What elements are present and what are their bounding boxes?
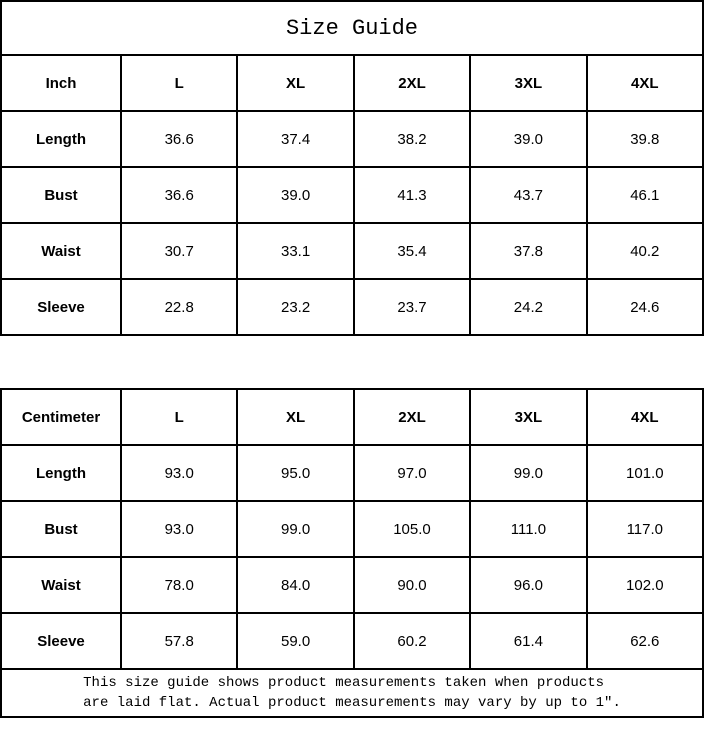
row-label-sleeve: Sleeve [2, 612, 120, 668]
measurement-cell: 41.3 [353, 166, 469, 222]
measurement-cell: 30.7 [120, 222, 236, 278]
column-header-4xl: 4XL [586, 56, 702, 110]
row-label-waist: Waist [2, 222, 120, 278]
measurement-cell: 39.8 [586, 110, 702, 166]
measurement-cell: 78.0 [120, 556, 236, 612]
unit-header-centimeter: Centimeter [21, 408, 101, 426]
measurement-cell: 23.7 [353, 278, 469, 334]
measurement-cell: 23.2 [236, 278, 352, 334]
measurement-cell: 40.2 [586, 222, 702, 278]
measurement-cell: 39.0 [469, 110, 585, 166]
measurement-cell: 105.0 [353, 500, 469, 556]
footnote-line-1: This size guide shows product measurements taken when products [83, 675, 605, 691]
measurement-cell: 99.0 [469, 444, 585, 500]
measurement-cell: 90.0 [353, 556, 469, 612]
footnote-line-2: are laid flat. Actual product measurements may vary by up to 1″. [83, 695, 621, 711]
footnote-box [0, 668, 704, 718]
row-label-length: Length [2, 110, 120, 166]
measurement-cell: 97.0 [353, 444, 469, 500]
inch-table [0, 54, 704, 336]
measurement-cell: 57.8 [120, 612, 236, 668]
measurement-cell: 59.0 [236, 612, 352, 668]
measurement-cell: 96.0 [469, 556, 585, 612]
measurement-cell: 93.0 [120, 444, 236, 500]
column-header-3xl: 3XL [469, 390, 585, 444]
measurement-cell: 101.0 [586, 444, 702, 500]
row-label-bust: Bust [2, 166, 120, 222]
measurement-cell: 60.2 [353, 612, 469, 668]
centimeter-table [0, 388, 704, 670]
row-label-bust: Bust [2, 500, 120, 556]
measurement-cell: 43.7 [469, 166, 585, 222]
column-header-xl: XL [236, 390, 352, 444]
column-header-4xl: 4XL [586, 390, 702, 444]
measurement-cell: 93.0 [120, 500, 236, 556]
measurement-cell: 99.0 [236, 500, 352, 556]
measurement-cell: 102.0 [586, 556, 702, 612]
measurement-cell: 36.6 [120, 110, 236, 166]
measurement-cell: 84.0 [236, 556, 352, 612]
row-label-length: Length [2, 444, 120, 500]
measurement-cell: 22.8 [120, 278, 236, 334]
measurement-cell: 37.8 [469, 222, 585, 278]
column-header-l: L [120, 56, 236, 110]
measurement-cell: 46.1 [586, 166, 702, 222]
measurement-cell: 39.0 [236, 166, 352, 222]
column-header-3xl: 3XL [469, 56, 585, 110]
measurement-cell: 111.0 [469, 500, 585, 556]
measurement-cell: 61.4 [469, 612, 585, 668]
column-header-xl: XL [236, 56, 352, 110]
measurement-cell: 38.2 [353, 110, 469, 166]
measurement-cell: 36.6 [120, 166, 236, 222]
measurement-cell: 24.2 [469, 278, 585, 334]
measurement-cell: 62.6 [586, 612, 702, 668]
measurement-cell: 35.4 [353, 222, 469, 278]
footnote-text [83, 673, 621, 713]
measurement-cell: 37.4 [236, 110, 352, 166]
measurement-cell: 117.0 [586, 500, 702, 556]
measurement-cell: 95.0 [236, 444, 352, 500]
title-box [0, 0, 704, 56]
page-title: Size Guide [285, 15, 419, 41]
table-gap [0, 336, 704, 390]
row-label-waist: Waist [2, 556, 120, 612]
column-header-2xl: 2XL [353, 390, 469, 444]
measurement-cell: 33.1 [236, 222, 352, 278]
measurement-cell: 24.6 [586, 278, 702, 334]
row-label-sleeve: Sleeve [2, 278, 120, 334]
column-header-2xl: 2XL [353, 56, 469, 110]
column-header-l: L [120, 390, 236, 444]
unit-header-inch: Inch [45, 74, 77, 92]
